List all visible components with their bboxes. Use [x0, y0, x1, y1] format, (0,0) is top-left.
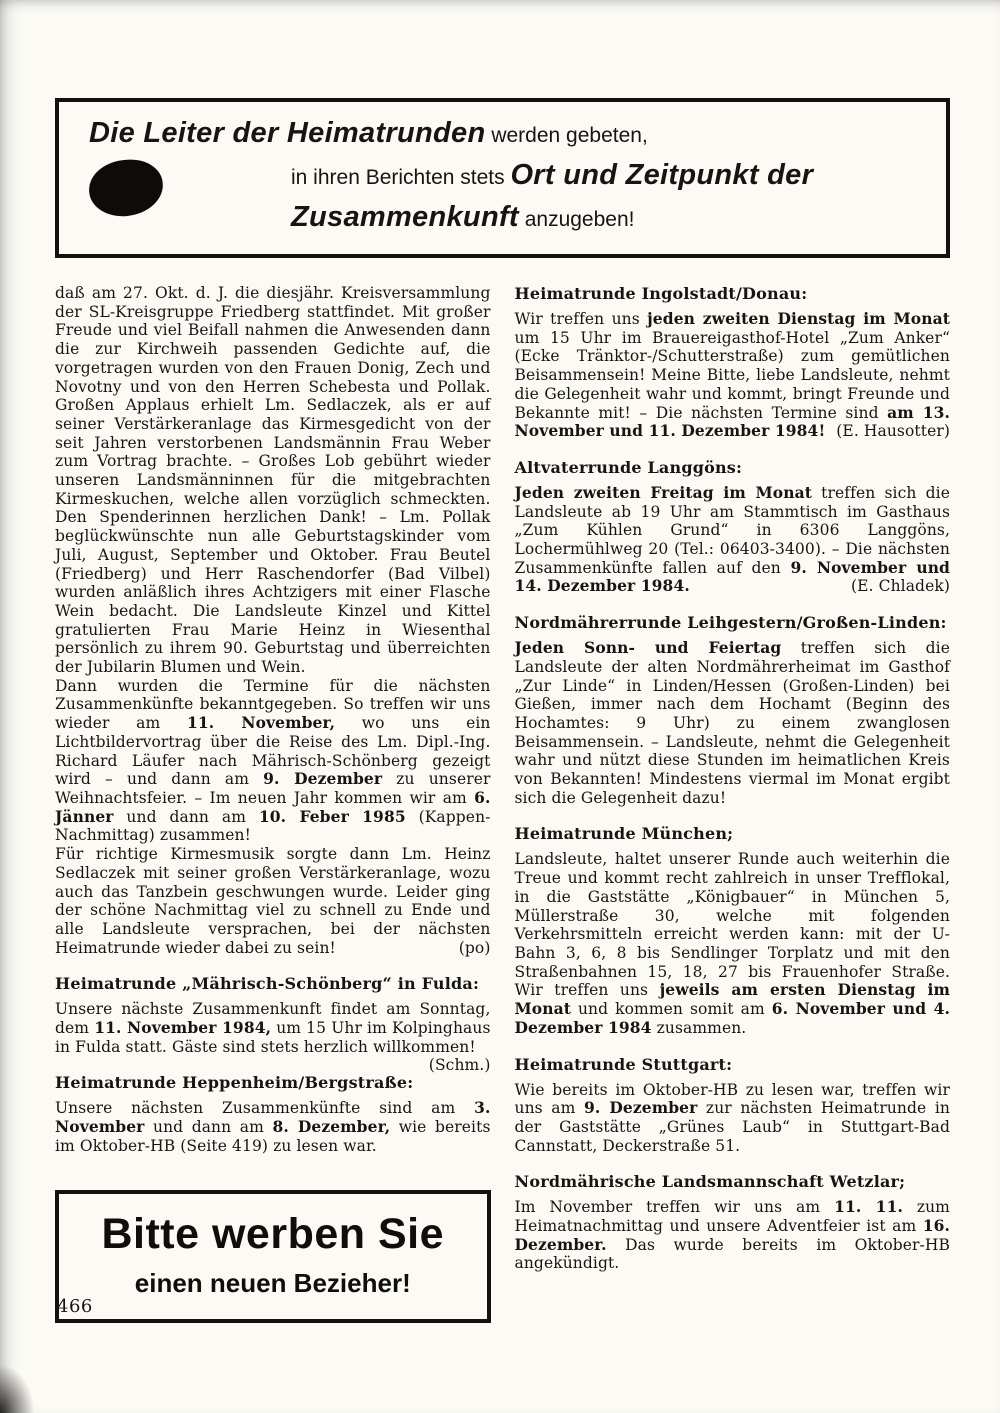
- body-text: und kommen somit am: [570, 1000, 772, 1019]
- bold-text: 3. November: [55, 1098, 491, 1137]
- bold-text: jeden zweiten Dienstag im Monat: [647, 309, 950, 328]
- notice-line: [89, 114, 922, 156]
- bold-text: 9. Dezember: [583, 1098, 698, 1118]
- section-heading: Nordmährerrunde Leihgestern/Großen-Linden:: [514, 613, 947, 633]
- body-text: Dann wurden die Termine für die nächsten Zusammenkünfte bekanntgegeben. So treffen wir uns wieder am: [55, 676, 491, 733]
- paragraph: [55, 1099, 491, 1155]
- page-number: 466: [57, 1296, 93, 1317]
- body-text: und dann am: [113, 807, 259, 826]
- body-text: Wir treffen uns: [514, 310, 648, 328]
- body-text: um 15 Uhr im Kolpinghaus in Fulda statt. Gäste sind stets herzlich willkommen!: [55, 1019, 491, 1056]
- bold-text: jeweils am ersten Dienstag im Monat: [514, 980, 950, 1019]
- paragraph: [55, 677, 491, 845]
- body-text: zum Heimatnachmittag und unsere Adventfeier ist am: [514, 1198, 950, 1236]
- left-column: [55, 284, 491, 1323]
- body-text: Das wurde bereits im Oktober-HB angekündigt.: [514, 1235, 950, 1273]
- notice-line: [291, 198, 922, 240]
- section-heading: Nordmährische Landsmannschaft Wetzlar;: [514, 1172, 906, 1192]
- body-text: Landsleute, haltet unserer Runde auch weiterhin die Treue und kommt recht zahlreich in unser Trefflokal, in die Gaststätte „Königbauer“ in München 5, Müllerstraße 30, welche mit folgenden Verkehrsmitteln erreicht werden kann: mit der U-Bahn 3, 6, 8 bis Sendlinger Torplatz und mit den Straßenbahnen 15, 18, 27 bis Frauenhofer Straße. Wir treffen uns: [514, 850, 950, 1000]
- body-text: daß am 27. Okt. d. J. die diesjähr. Kreisversammlung der SL-Kreisgruppe Friedberg stattfindet. Mit großer Freude und viel Beifall nahmen die Anwesenden dann die zur Kirchweih passenden Gedichte auf, die vorgetragen wurden von den Frauen Donig, Zech und Novotny und von den Herren Schebesta und Pollak. Großen Applaus erhielt Lm. Sedlaczek, als er auf seiner Verstärkeranlage das Kirmesgedicht von der seit Jahren verstorbenen Landsmännin Frau Weber zum Vortrag brachte. – Großes Lob gebührt wieder unseren Landsmänninnen für die mitgebrachten Kirmeskuchen, welche allen vorzüglich schmeckten. Den Spenderinnen herzlichen Dank! – Lm. Pollak beglückwünschte nun alle Geburtstagskinder vom Juli, August, September und Oktober. Frau Beutel (Friedberg) und Herr Raschendorfer (Bad Vilbel) wurden anläßlich ihres Achtzigers mit einer Flasche Wein bedacht. Die Landsleute Kinzel und Kittel gratulierten Frau Marie Heinz in Wiesenthal persönlich zu ihrem 90. Geburtstag und überreichten der Jubilarin Blumen und Wein.: [55, 284, 491, 677]
- right-column: [515, 284, 951, 1323]
- body-text: um 15 Uhr im Brauereigasthof-Hotel „Zum Anker“ (Ecke Tränktor-/Schutterstraße) zum gemütlichen Beisammensein! Meine Bitte, liebe Landsleute, nehmt die Gelegenheit wahr und kommt, bringt Freunde und Bekannte mit! – Die nächsten Termine sind: [514, 328, 950, 422]
- body-text: zusammen.: [651, 1018, 747, 1037]
- paragraph: [515, 310, 951, 441]
- bold-text: 10. Feber 1985: [258, 806, 406, 826]
- ad-subline: einen neuen Bezieher!: [134, 1267, 411, 1298]
- paragraph: [515, 1081, 951, 1156]
- notice-regular-text: in ihren Berichten stets: [291, 166, 511, 189]
- body-text: Unsere nächsten Zusammenkünfte sind am: [55, 1099, 475, 1118]
- bold-text: am 13. November und 11. Dezember 1984!: [514, 402, 950, 441]
- article-columns: [55, 284, 950, 1323]
- section-heading: Heimatrunde Stuttgart:: [514, 1054, 733, 1074]
- notice-emphasis-text: Zusammenkunft: [291, 201, 519, 233]
- paragraph: [515, 639, 951, 807]
- signature: (E. Chladek): [851, 577, 950, 596]
- notice-box: [55, 98, 950, 258]
- body-text: (Kappen-Nachmittag) zusammen!: [55, 807, 491, 845]
- bold-text: 9. Dezember: [263, 769, 383, 789]
- ad-headline: Bitte werben Sie: [101, 1209, 445, 1258]
- body-text: wo uns ein Lichtbildervortrag über die Reise des Lm. Dipl.-Ing. Richard Läufer nach Mährisch-Schönberg gezeigt wird – und dann am: [55, 714, 491, 789]
- bold-text: 6. Jänner: [55, 787, 491, 826]
- section-heading: Heimatrunde München;: [514, 824, 734, 844]
- section-heading: Heimatrunde Heppenheim/Bergstraße:: [55, 1073, 414, 1093]
- section-heading: Heimatrunde „Mährisch-Schönberg“ in Fulda:: [55, 974, 480, 994]
- bold-text: 11. November,: [186, 713, 336, 733]
- body-text: Für richtige Kirmesmusik sorgte dann Lm. Heinz Sedlaczek mit seiner großen Verstärkeranlage, wozu auch das Tanzbein geschwungen wurde. Leider ging der schöne Nachmittag viel zu schnell zu Ende und alle Landsleute versprachen, bei der nächsten Heimatrunde wieder dabei zu sein!: [55, 845, 491, 957]
- body-text: Wie bereits im Oktober-HB zu lesen war, treffen wir uns am: [514, 1080, 950, 1118]
- paragraph: [515, 850, 951, 1037]
- section-heading: Heimatrunde Ingolstadt/Donau:: [514, 284, 808, 303]
- bold-text: 16. Dezember.: [514, 1216, 950, 1254]
- body-text: wie bereits im Oktober-HB (Seite 419) zu lesen war.: [55, 1118, 491, 1155]
- notice-text: [89, 114, 922, 240]
- body-text: Unsere nächste Zusammenkunft findet am Sonntag, dem: [55, 1000, 491, 1038]
- subscribe-ad-box: [55, 1190, 491, 1323]
- body-text: Im November treffen wir uns am: [514, 1198, 835, 1217]
- signature: (Schm.): [428, 1056, 491, 1075]
- notice-emphasis-text: Ort und Zeitpunkt der: [510, 159, 814, 191]
- bold-text: 9. November und 14. Dezember 1984.: [514, 557, 950, 596]
- notice-regular-text: werden gebeten,: [485, 124, 648, 147]
- bold-text: Jeden zweiten Freitag im Monat: [514, 482, 812, 502]
- paragraph: [55, 284, 491, 677]
- body-text: treffen sich die Landsleute ab 19 Uhr am Stammtisch im Gasthaus „Zum Kühlen Grund“ in 6306 Langgöns, Lochermühlweg 20 (Tel.: 06403-3400). – Die nächsten Zusammenkünfte fallen auf den: [514, 483, 950, 577]
- section-heading: Altvaterrunde Langgöns:: [514, 457, 743, 477]
- paragraph: [515, 1198, 951, 1273]
- paragraph: [55, 845, 491, 957]
- bold-text: 11. 11.: [834, 1197, 903, 1217]
- body-text: treffen sich die Landsleute der alten Nordmährerheimat im Gasthof „Zur Linde“ in Linden/Hessen (Großen-Linden) bei Gießen, immer nach dem Hochamt (Beginn des Hochamtes: 9 Uhr) zu einem zwanglosen Beisammensein. – Landsleute, nehmt die Gelegenheit wahr und nützt diese Stunden im heimatlichen Kreis von Bekannten! Mindestens viermal im Monat ergibt sich die Gelegenheit dazu!: [514, 639, 950, 807]
- body-text: zu unserer Weihnachtsfeier. – Im neuen Jahr kommen wir am: [55, 770, 491, 807]
- notice-line: [291, 156, 922, 198]
- paragraph: [515, 484, 951, 596]
- bold-text: 8. Dezember,: [272, 1117, 391, 1137]
- bold-text: Jeden Sonn- und Feiertag: [514, 638, 782, 658]
- bold-text: 11. November 1984,: [94, 1018, 272, 1038]
- signature: (po): [458, 938, 491, 957]
- notice-regular-text: anzugeben!: [518, 208, 635, 231]
- body-text: zur nächsten Heimatrunde in der Gaststätte „Grünes Laub“ in Stuttgart-Bad Cannstatt, Deckerstraße 51.: [514, 1099, 950, 1155]
- signature: (E. Hausotter): [836, 422, 950, 441]
- bold-text: 6. November und 4. Dezember 1984: [514, 999, 950, 1037]
- notice-emphasis-text: Die Leiter der Heimatrunden: [89, 117, 486, 149]
- paragraph: [55, 1000, 491, 1075]
- body-text: und dann am: [144, 1118, 273, 1137]
